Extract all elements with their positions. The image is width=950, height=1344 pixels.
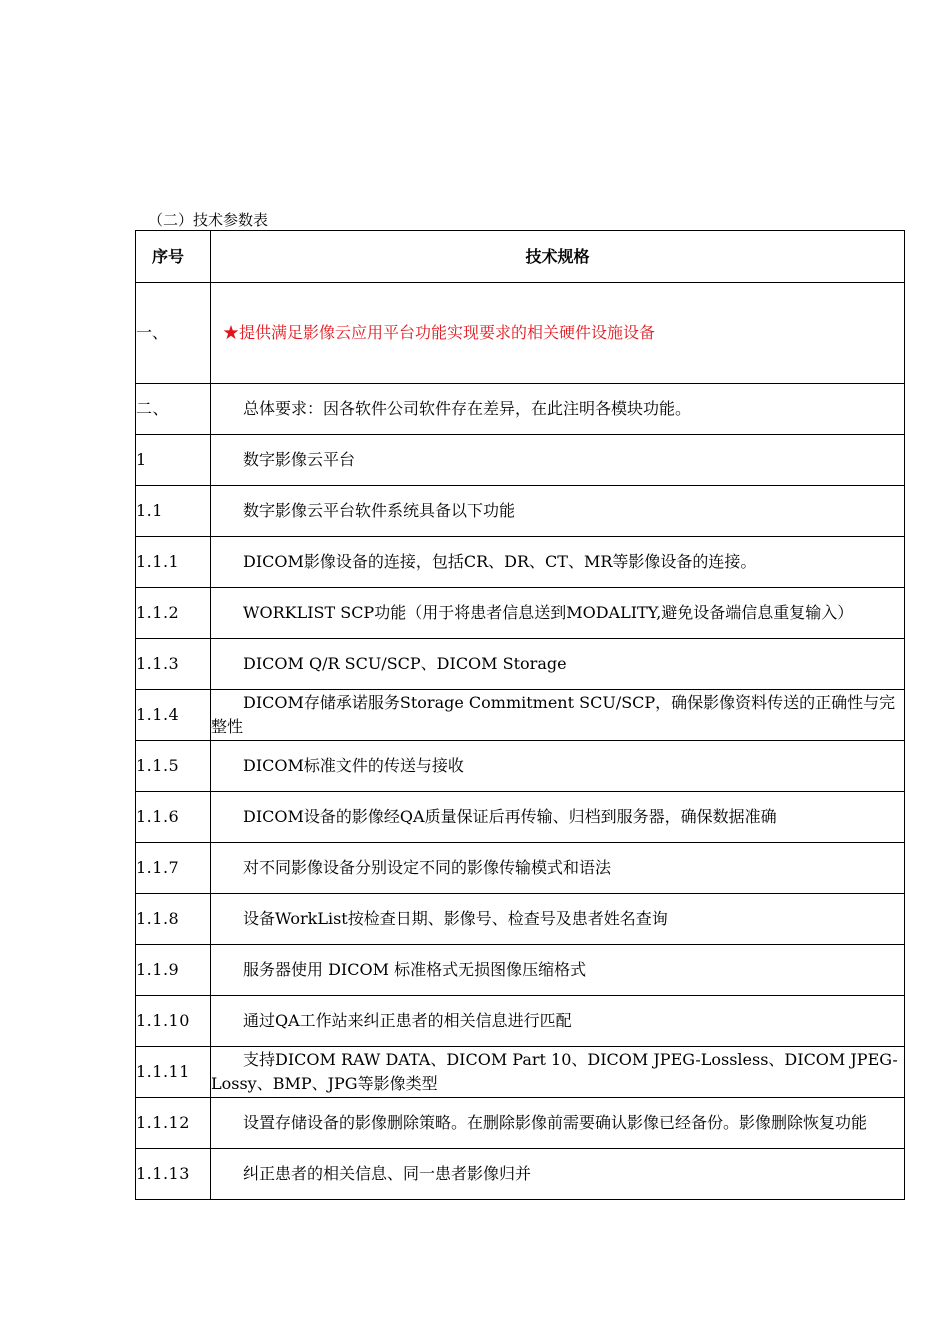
row-spec: 数字影像云平台	[211, 435, 905, 486]
table-row	[136, 384, 905, 435]
row-number: 1.1	[136, 486, 211, 537]
table-header-row	[136, 231, 905, 283]
row-number: 1	[136, 435, 211, 486]
table-row	[136, 945, 905, 996]
row-spec: DICOM存储承诺服务Storage Commitment SCU/SCP，确保影像资料传送的正确性与完整性	[211, 690, 905, 741]
table-row	[136, 741, 905, 792]
row-number: 1.1.3	[136, 639, 211, 690]
header-serial-number: 序号	[136, 231, 211, 283]
table-row	[136, 843, 905, 894]
table-row	[136, 996, 905, 1047]
row-number: 1.1.10	[136, 996, 211, 1047]
row-spec: 设置存储设备的影像删除策略。在删除影像前需要确认影像已经备份。影像删除恢复功能	[211, 1098, 905, 1149]
row-number: 1.1.8	[136, 894, 211, 945]
table-row	[136, 639, 905, 690]
row-spec: 服务器使用 DICOM 标准格式无损图像压缩格式	[211, 945, 905, 996]
row-number: 1.1.11	[136, 1047, 211, 1098]
table-row	[136, 894, 905, 945]
table-row	[136, 1149, 905, 1200]
row-spec: WORKLIST SCP功能（用于将患者信息送到MODALITY,避免设备端信息重复输入）	[211, 588, 905, 639]
row-spec: DICOM影像设备的连接，包括CR、DR、CT、MR等影像设备的连接。	[211, 537, 905, 588]
technical-parameters-table	[135, 230, 905, 1200]
highlight-row	[136, 283, 905, 384]
row-spec: 对不同影像设备分别设定不同的影像传输模式和语法	[211, 843, 905, 894]
table-row	[136, 792, 905, 843]
row-number: 1.1.1	[136, 537, 211, 588]
table-row	[136, 1098, 905, 1149]
table-row	[136, 435, 905, 486]
table-row	[136, 537, 905, 588]
row-number: 二、	[136, 384, 211, 435]
row-number: 1.1.13	[136, 1149, 211, 1200]
row-number: 1.1.5	[136, 741, 211, 792]
row-spec: DICOM标准文件的传送与接收	[211, 741, 905, 792]
table-row	[136, 690, 905, 741]
table-caption: （二）技术参数表	[148, 211, 269, 229]
header-technical-spec: 技术规格	[211, 231, 905, 283]
table-row	[136, 486, 905, 537]
highlight-row-number: 一、	[136, 283, 211, 384]
row-spec: DICOM Q/R SCU/SCP、DICOM Storage	[211, 639, 905, 690]
row-number: 1.1.6	[136, 792, 211, 843]
table-row	[136, 588, 905, 639]
row-spec: 支持DICOM RAW DATA、DICOM Part 10、DICOM JPEG-Lossless、DICOM JPEG-Lossy、BMP、JPG等影像类型	[211, 1047, 905, 1098]
row-spec: 通过QA工作站来纠正患者的相关信息进行匹配	[211, 996, 905, 1047]
row-number: 1.1.9	[136, 945, 211, 996]
table-row	[136, 1047, 905, 1098]
row-spec: 纠正患者的相关信息、同一患者影像归并	[211, 1149, 905, 1200]
row-number: 1.1.2	[136, 588, 211, 639]
row-number: 1.1.7	[136, 843, 211, 894]
row-spec: 设备WorkList按检查日期、影像号、检查号及患者姓名查询	[211, 894, 905, 945]
highlight-row-spec: ★提供满足影像云应用平台功能实现要求的相关硬件设施设备	[211, 283, 905, 384]
row-number: 1.1.12	[136, 1098, 211, 1149]
row-number: 1.1.4	[136, 690, 211, 741]
row-spec: 总体要求：因各软件公司软件存在差异，在此注明各模块功能。	[211, 384, 905, 435]
row-spec: 数字影像云平台软件系统具备以下功能	[211, 486, 905, 537]
row-spec: DICOM设备的影像经QA质量保证后再传输、归档到服务器，确保数据准确	[211, 792, 905, 843]
